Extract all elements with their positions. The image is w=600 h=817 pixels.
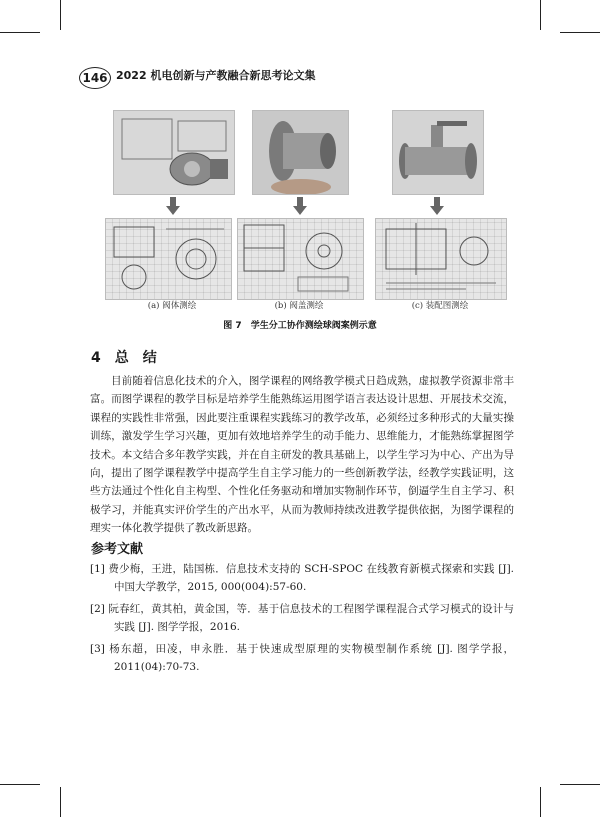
crop-mark xyxy=(0,32,40,33)
arrow-down-icon xyxy=(430,197,444,215)
crop-mark xyxy=(0,784,40,785)
references-heading: 参考文献 xyxy=(91,542,144,557)
valve-cover-photo xyxy=(252,110,349,195)
running-title: 2022 机电创新与产教融合新思考论文集 xyxy=(116,69,316,82)
crop-mark xyxy=(540,787,541,817)
valve-body-drawing xyxy=(105,218,232,300)
section-paragraph: 目前随着信息化技术的介入，图学课程的网络教学模式日趋成熟，虚拟教学资源非常丰富。而图学课程的教学目标是培养学生能熟练运用图学语言表达设计思想、开展技术交流，课程的实践性非常强，因此要注重课程实践练习的教学改革，必须经过多种形式的大量实操训练，激发学生学习兴趣，更加有效地培养学生的动手能力、思维能力，才能熟练掌握图学技术。本文结合多年教学实践，并在自主研发的教具基础上，以学生学习为中心、产出为导向，提出了图学课程教学中提高学生自主学习能力的一些创新教学法，经教学实践证明，这些方法通过个性化自主构型、个性化任务驱动和增加实物制作环节，倒逼学生自主学习、积极学习，并能真实评价学生的产出水平，从而为教师持续改进教学提供依据，为图学课程的理实一体化教学提供了教改新思路。 xyxy=(90,375,514,535)
crop-mark xyxy=(540,0,541,30)
arrow-down-icon xyxy=(293,197,307,215)
reference-list xyxy=(90,560,514,679)
page-number: 146 xyxy=(79,67,111,89)
valve-body-photo xyxy=(113,110,235,195)
crop-mark xyxy=(60,787,61,817)
assembly-photo xyxy=(392,110,484,195)
assembly-drawing xyxy=(375,218,507,300)
crop-mark xyxy=(560,32,600,33)
section-heading: 4 总 结 xyxy=(91,350,157,366)
subfigure-caption-a: (a) 阀体测绘 xyxy=(147,301,197,311)
arrow-down-icon xyxy=(166,197,180,215)
crop-mark xyxy=(560,784,600,785)
subfigure-caption-b: (b) 阀盖测绘 xyxy=(274,301,324,311)
reference-item: [3] 杨东超，田凌，申永胜．基于快速成型原理的实物模型制作系统 [J]. 图学学报，2011(04):70-73. xyxy=(90,642,514,674)
crop-mark xyxy=(60,0,61,30)
reference-item: [2] 阮春红，黄其柏，黄金国，等．基于信息技术的工程图学课程混合式学习模式的设计与实践 [J]. 图学学报，2016. xyxy=(90,602,514,634)
figure-caption: 图 7 学生分工协作测绘球阀案例示意 xyxy=(223,321,377,331)
reference-item: [1] 费少梅，王进，陆国栋．信息技术支持的 SCH-SPOC 在线教育新模式探索和实践 [J]. 中国大学教学，2015, 000(004):57-60. xyxy=(90,563,514,594)
subfigure-caption-c: (c) 装配图测绘 xyxy=(411,301,469,311)
valve-cover-drawing xyxy=(237,218,364,300)
